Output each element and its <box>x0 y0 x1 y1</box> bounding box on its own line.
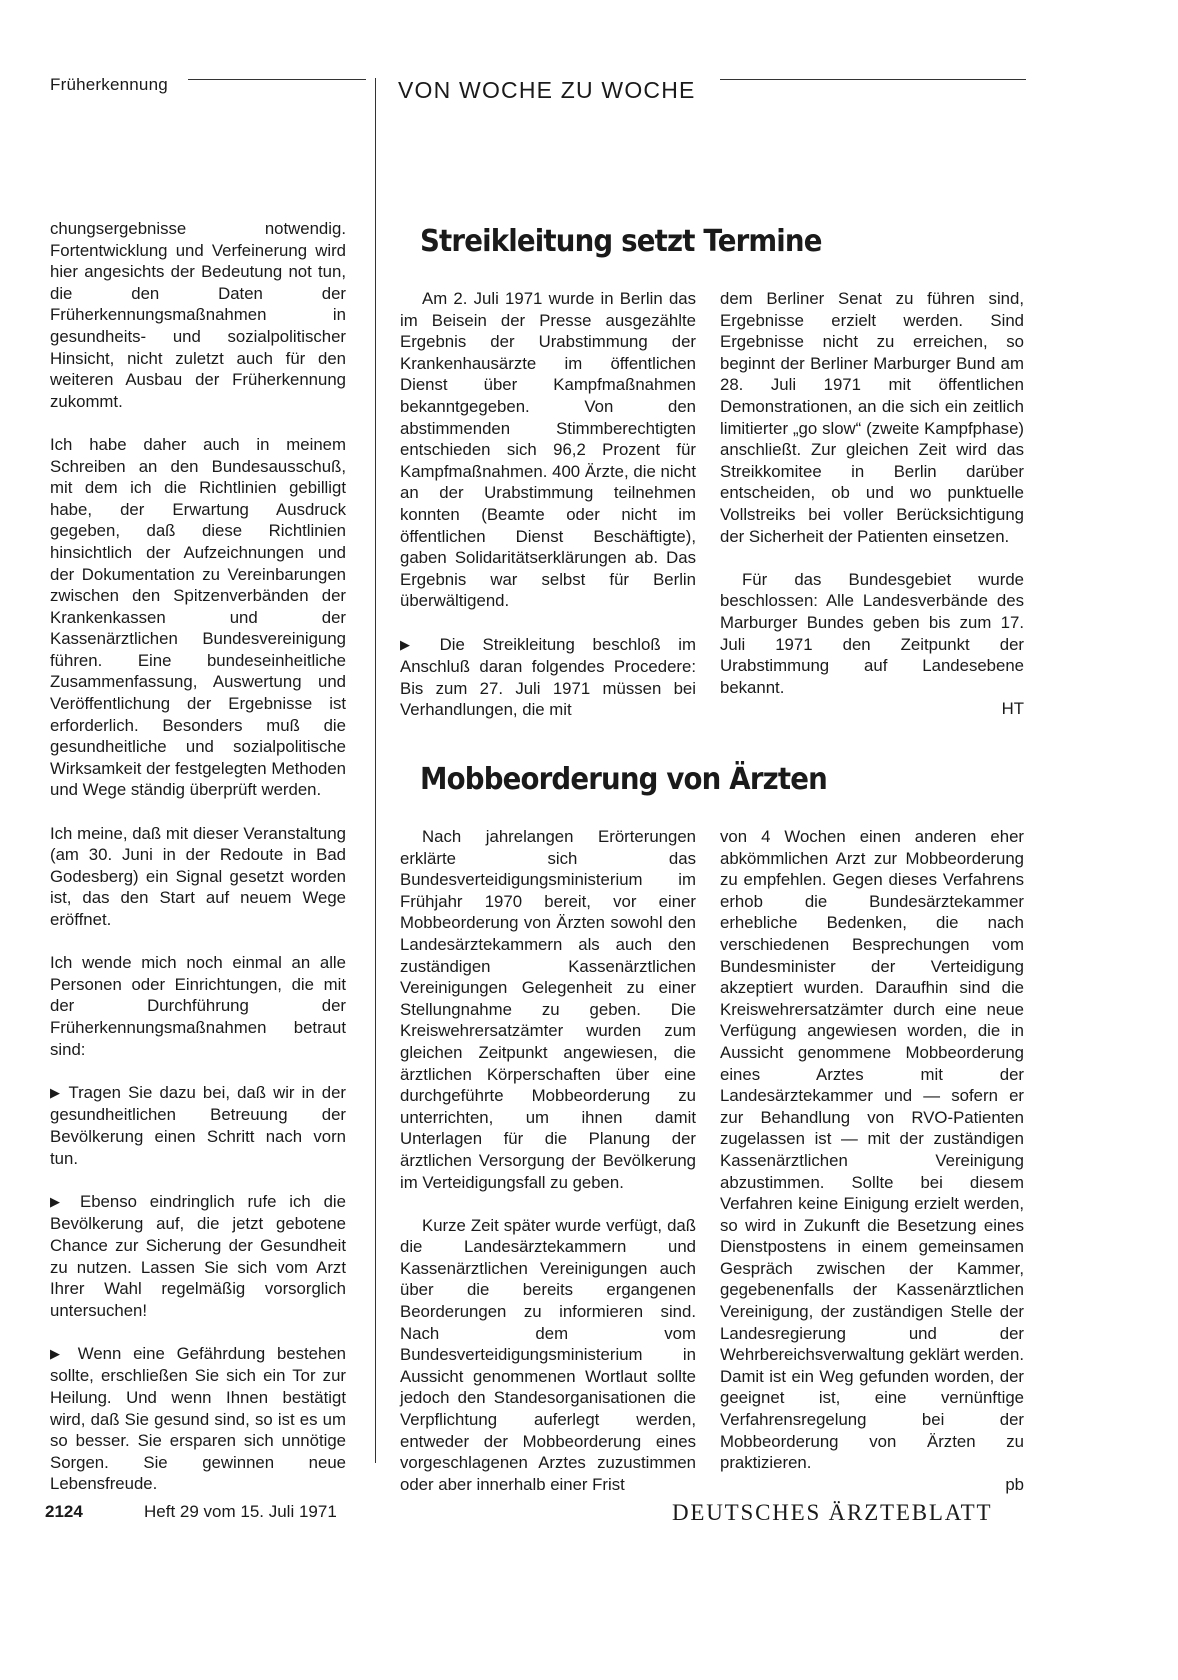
masthead: VON WOCHE ZU WOCHE <box>398 77 696 103</box>
paragraph: Kurze Zeit später wurde verfügt, daß die Landesärztekammern und Kassenärztlichen Vereinigungen auch über die bereits ergangenen Beorderungen zu informieren sind. Nach dem vom Bundesverteidigungsministerium in Aussicht genommenen Wortlaut sollte jedoch den Standesorganisationen die Verpflichtung auferlegt werden, entweder der Mobbeorderung eines vorgeschlagenen Arztes zuzustimmen oder aber innerhalb einer Frist <box>400 1215 696 1494</box>
paragraph: Für das Bundesgebiet wurde beschlossen: Alle Landesverbände des Marburger Bundes geben bis zum 17. Juli 1971 den Zeitpunkt der Urabstimmung auf Landesebene bekannt. <box>720 569 1024 697</box>
author-signature: pb <box>1005 1474 1024 1494</box>
bullet-paragraph: ▶ Die Streikleitung beschloß im Anschluß daran folgendes Procedere: Bis zum 27. Juli 1971 müssen bei Verhandlungen, die mit <box>400 634 696 721</box>
section-label-rule <box>188 79 366 80</box>
paragraph: chungsergebnisse notwendig. Fortentwicklung und Verfeinerung wird hier angesichts der Bedeutung not tun, die den Daten der Früherkennungsmaßnahmen in gesundheits- und sozialpolitischer Hinsicht, nicht zuletzt auch für den weiteren Ausbau der Früherkennung zukommt. <box>50 219 346 411</box>
paragraph: dem Berliner Senat zu führen sind, Ergebnisse erzielt werden. Sind Ergebnisse nicht zu erreichen, so beginnt der Berliner Marburger Bund am 28. Juli 1971 mit öffentlichen Demonstrationen, an die sich ein zeitlich limitierter „go slow“ (zweite Kampfphase) anschließt. Zur gleichen Zeit wird das Streikkomitee in Berlin darüber entscheiden, ob und wo punktuelle Vollstreiks bei voller Berücksichtigung der Sicherheit der Patienten einsetzen. <box>720 289 1024 546</box>
article-column <box>720 826 1024 1495</box>
section-label: Früherkennung <box>50 75 168 94</box>
article-column <box>400 288 696 742</box>
issue-line: Heft 29 vom 15. Juli 1971 <box>144 1502 337 1521</box>
article-column <box>400 826 696 1517</box>
left-column <box>50 218 346 1517</box>
paragraph: von 4 Wochen einen anderen eher abkömmlichen Arzt zur Mobbeorderung zu empfehlen. Gegen dieses Verfahrens erhob die Bundesärztekammer erhebliche Bedenken, die nach verschiedenen Besprechungen vom Bundesminister der Verteidigung akzeptiert wurden. Daraufhin sind die Kreiswehrersatzämter durch eine neue Verfügung angewiesen worden, die in Aussicht genommene Mobbeorderung eines Arztes mit der Landesärztekammer und — sofern er zur Behandlung von RVO-Patienten zugelassen ist — mit der zuständigen Kassenärztlichen Vereinigung abzustimmen. Sollte bei diesem Verfahren keine Einigung erzielt werden, so wird in Zukunft die Besetzung eines Dienstpostens in einem gemeinsamen Gespräch zwischen der Kammer, gegebenenfalls der Kassenärztlichen Vereinigung, der zuständigen Stelle der Landesregierung und der Wehrbereichsverwaltung geklärt werden. Damit ist ein Weg gefunden worden, der geeignet ist, eine vernünftige Verfahrensregelung bei der Mobbeorderung von Ärzten zu praktizieren. <box>720 827 1024 1473</box>
paragraph: Ich habe daher auch in meinem Schreiben an den Bundesausschuß, mit dem ich die Richtlinien gebilligt habe, der Erwartung Ausdruck gegeben, daß diese Richtlinien hinsichtlich der Aufzeichnungen und der Dokumentation zu Vereinbarungen zwischen den Spitzenverbänden der Krankenkassen und der Kassenärztlichen Bundesvereinigung führen. Eine bundeseinheitliche Zusammenfassung, Auswertung und Veröffentlichung der Ergebnisse ist erforderlich. Besonders muß die gesundheitliche und sozialpolitische Wirksamkeit der festgelegten Methoden und Wege ständig überprüft werden. <box>50 434 346 800</box>
article-headline: Mobbeorderung von Ärzten <box>420 762 827 797</box>
masthead-rule <box>720 79 1026 80</box>
journal-title: DEUTSCHES ÄRZTEBLATT <box>672 1500 993 1525</box>
paragraph: Nach jahrelangen Erörterungen erklärte sich das Bundesverteidigungsministerium im Frühjahr 1970 bereit, vor einer Mobbeorderung von Ärzten sowohl den Landesärztekammern als auch den zuständigen Kassenärztlichen Vereinigungen Gelegenheit zu einer Stellungnahme zu geben. Die Kreiswehrersatzämter wurden zum gleichen Zeitpunkt angewiesen, die ärztlichen Körperschaften über eine durchgeführte Mobbeorderung zu unterrichten, um ihnen damit Unterlagen für die Planung der ärztlichen Versorgung der Bevölkerung im Verteidigungsfall zu geben. <box>400 827 696 1192</box>
paragraph: Ich meine, daß mit dieser Veranstaltung (am 30. Juni in der Redoute in Bad Godesberg) ein Signal gesetzt worden ist, das den Start auf neuem Wege eröffnet. <box>50 823 346 929</box>
paragraph: Am 2. Juli 1971 wurde in Berlin das im Beisein der Presse ausgezählte Ergebnis der Urabstimmung der Krankenhausärzte im öffentlichen Dienst über Kampfmaßnahmen bekanntgegeben. Von den abstimmenden Stimmberechtigten entschieden sich 96,2 Prozent für Kampfmaßnahmen. 400 Ärzte, die nicht an der Urabstimmung teilnehmen konnten (Beamte oder nicht im öffentlichen Dienst Beschäftigte), gaben Solidaritätserklärungen ab. Das Ergebnis war selbst für Berlin überwältigend. <box>400 289 696 611</box>
bullet-paragraph: ▶ Ebenso eindringlich rufe ich die Bevölkerung auf, die jetzt gebotene Chance zur Sicherung der Gesundheit zu nutzen. Lassen Sie sich vom Arzt Ihrer Wahl regelmäßig vorsorglich untersuchen! <box>50 1191 346 1322</box>
column-divider <box>375 78 376 1463</box>
page-number: 2124 <box>45 1502 83 1521</box>
author-signature: HT <box>1001 699 1024 719</box>
paragraph: Ich wende mich noch einmal an alle Personen oder Einrichtungen, die mit der Durchführung der Früherkennungsmaßnahmen betraut sind: <box>50 953 346 1059</box>
article-column <box>720 288 1024 720</box>
bullet-paragraph: ▶ Wenn eine Gefährdung bestehen sollte, erschließen Sie sich ein Tor zur Heilung. Und wenn Ihnen bestätigt wird, daß Sie gesund sind, so ist es um so besser. Sie ersparen sich unnötige Sorgen. Sie gewinnen neue Lebensfreude. <box>50 1343 346 1495</box>
bullet-paragraph: ▶ Tragen Sie dazu bei, daß wir in der gesundheitlichen Betreuung der Bevölkerung einen Schritt nach vorn tun. <box>50 1082 346 1169</box>
article-headline: Streikleitung setzt Termine <box>420 224 822 259</box>
